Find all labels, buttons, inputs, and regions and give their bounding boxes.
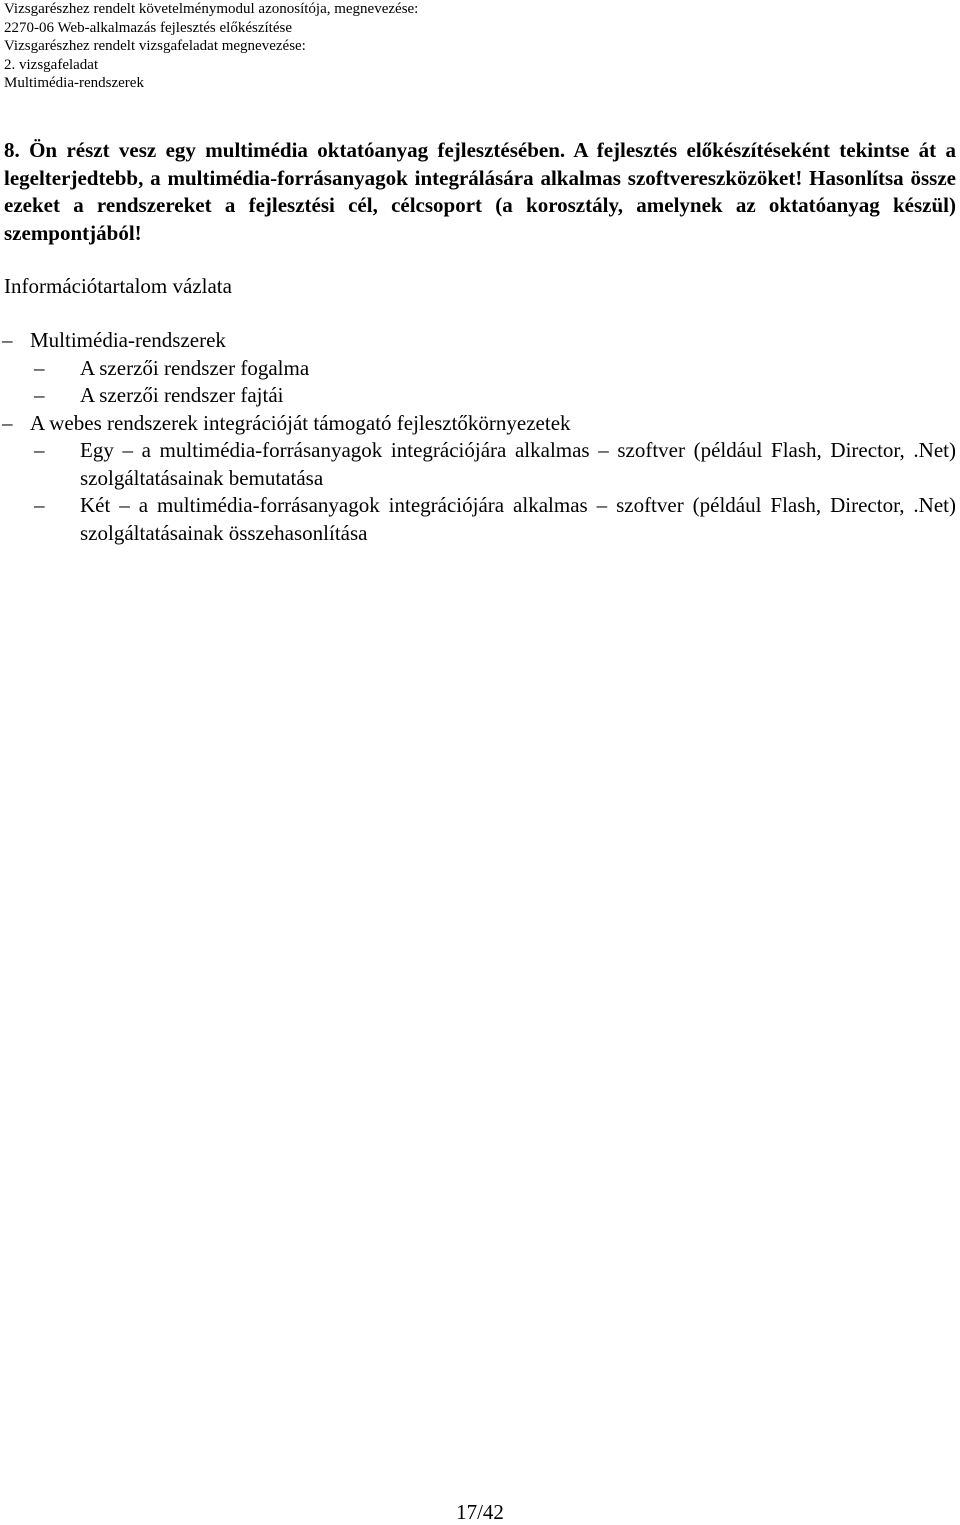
dash-bullet-icon: – [2,410,13,435]
dash-bullet-icon: – [34,355,45,380]
dash-bullet-icon: – [34,493,45,517]
outline-item-text: A szerzői rendszer fogalma [80,355,310,380]
outline-item-text: Két – a multimédia-forrásanyagok integrációjára alkalmas – szoftver (például Flash, Director, .Net) szolgáltatásainak összehasonlítása [80,493,956,545]
header-line-5: Multimédia-rendszerek [4,75,144,92]
outline-title: Információtartalom vázlata [4,274,232,298]
header-line-1: Vizsgarészhez rendelt követelménymodul azonosítója, megnevezése: [4,1,419,17]
outline-item [4,327,956,355]
document-header [4,0,418,93]
outline-item-text: Multimédia-rendszerek [30,328,226,352]
outline-item [4,410,956,438]
dash-bullet-icon: – [34,438,45,462]
outline-list [4,327,956,547]
page-number: 17/42 [456,1500,504,1524]
dash-bullet-icon: – [34,383,45,407]
outline-item-text: A szerzői rendszer fajtái [80,383,284,407]
header-line-2: 2270-06 Web-alkalmazás fejlesztés előkészítése [4,19,292,36]
task-statement: 8. Ön részt vesz egy multimédia oktatóanyag fejlesztésében. A fejlesztés előkészítéseként tekintse át a legelterjedtebb, a multimédia-forrásanyagok integrálására alkalmas szoftvereszközöket! Hasonlítsa össze ezeket a rendszereket a fejlesztési cél, célcsoport (a korosztály, amelynek az oktatóanyag készül) szempontjából! [4,138,956,245]
dash-bullet-icon: – [2,328,13,352]
outline-subitem [4,437,956,492]
header-line-3: Vizsgarészhez rendelt vizsgafeladat megnevezése: [4,38,306,55]
outline-subitem [4,492,956,547]
header-line-4: 2. vizsgafeladat [4,56,99,73]
outline-item-text: Egy – a multimédia-forrásanyagok integrációjára alkalmas – szoftver (például Flash, Director, .Net) szolgáltatásainak bemutatása [80,438,956,490]
outline-item-text: A webes rendszerek integrációját támogató fejlesztőkörnyezetek [30,410,571,435]
outline-subitem [4,355,956,383]
outline-subitem [4,382,956,410]
